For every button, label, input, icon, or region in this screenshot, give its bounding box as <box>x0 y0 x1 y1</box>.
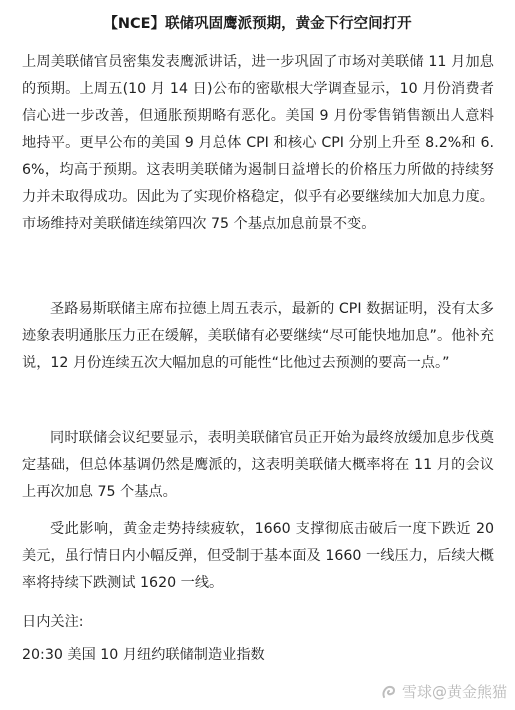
watermark <box>380 681 507 702</box>
swirl-logo-icon <box>380 683 398 701</box>
paragraph-2: 圣路易斯联储主席布拉德上周五表示，最新的 CPI 数据证明，没有太多迹象表明通胀压力正在缓解，美联储有必要继续“尽可能快地加息”。他补充说，12 月份连续五次大幅加息的可能性“比他过去预测的要高一点。” <box>22 301 494 371</box>
article-title: 【NCE】联储巩固鹰派预期，黄金下行空间打开 <box>103 16 412 32</box>
watermark-text: 雪球@黄金熊猫 <box>401 683 507 701</box>
watch-item: 20:30 美国 10 月纽约联储制造业指数 <box>22 647 265 663</box>
watch-label: 日内关注: <box>22 614 84 630</box>
paragraph-3: 同时联储会议纪要显示，表明美联储官员正开始为最终放缓加息步伐奠定基础，但总体基调仍然是鹰派的，这表明美联储大概率将在 11 月的会议上再次加息 75 个基点。 <box>22 430 494 500</box>
paragraph-4: 受此影响，黄金走势持续疲软，1660 支撑彻底击破后一度下跌近 20 美元，虽行情日内小幅反弹，但受制于基本面及 1660 一线压力，后续大概率将持续下跌测试 1620 一线。 <box>22 521 494 591</box>
paragraph-1: 上周美联储官员密集发表鹰派讲话，进一步巩固了市场对美联储 11 月加息的预期。上周五(10 月 14 日)公布的密歇根大学调查显示，10 月份消费者信心进一步改善，但通胀预期略有恶化。美国 9 月份零售销售额出人意料地持平。更早公布的美国 9 月总体 CPI 和核心 CPI 分别上升至 8.2%和 6.6%，均高于预期。这表明美联储为遏制日益增长的价格压力所做的持续努力并未取得成功。因此为了实现价格稳定，似乎有必要继续加大加息力度。市场维持对美联储连续第四次 75 个基点加息前景不变。 <box>22 54 494 232</box>
